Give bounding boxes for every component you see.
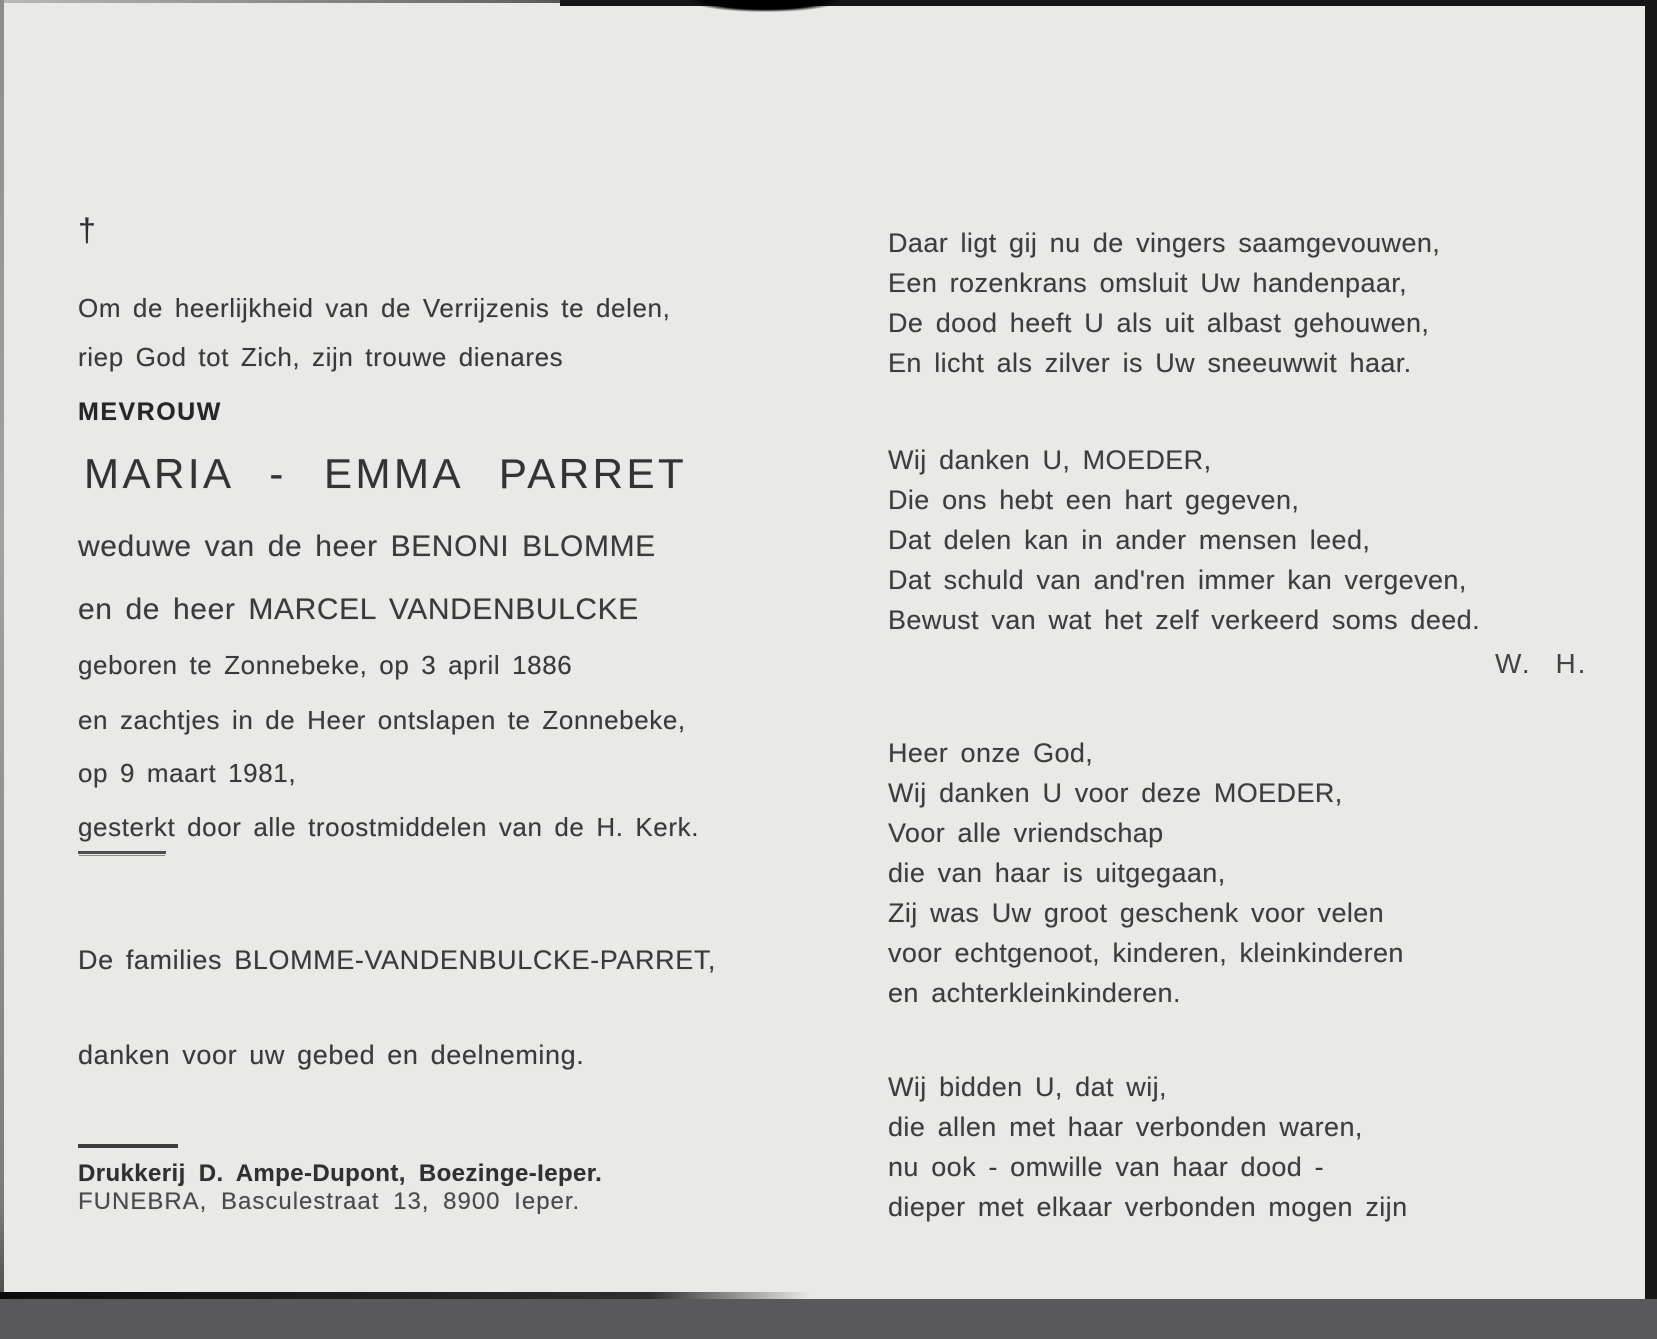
sacraments-line: gesterkt door alle troostmiddelen van de H. Kerk. [78, 812, 700, 842]
printer-line-2: FUNEBRA, Basculestraat 13, 8900 Ieper. [78, 1188, 581, 1215]
title-mevrouw: MEVROUW [78, 398, 222, 426]
poem-line: Daar ligt gij nu de vingers saamgevouwen, [888, 228, 1441, 258]
scan-right-edge [1645, 2, 1657, 1339]
poem-line: Voor alle vriendschap [888, 818, 1164, 848]
scan-left-edge [0, 0, 4, 1339]
card-bottom-shadow [0, 1292, 810, 1299]
poem-line: nu ook - omwille van haar dood - [888, 1152, 1325, 1182]
poem-line: voor echtgenoot, kinderen, kleinkinderen [888, 938, 1404, 968]
poem-line: Bewust van wat het zelf verkeerd soms deed. [888, 605, 1480, 635]
poem-line: die van haar is uitgegaan, [888, 858, 1226, 888]
poem-line: Wij danken U voor deze MOEDER, [888, 778, 1343, 808]
deceased-name: MARIA - EMMA PARRET [84, 450, 688, 497]
poem-line: Wij danken U, MOEDER, [888, 445, 1212, 475]
families-line: De families BLOMME-VANDENBULCKE-PARRET, [78, 945, 717, 975]
scan-top-edge-bulge [690, 0, 840, 12]
printer-line-1: Drukkerij D. Ampe-Dupont, Boezinge-Ieper. [78, 1160, 603, 1187]
born-line: geboren te Zonnebeke, op 3 april 1886 [78, 650, 573, 680]
scan-bottom-band [0, 1299, 1657, 1339]
divider-rule-printer [78, 1144, 178, 1148]
widow-line-1: weduwe van de heer BENONI BLOMME [78, 530, 656, 563]
poem-line: en achterkleinkinderen. [888, 978, 1181, 1008]
poem-line: En licht als zilver is Uw sneeuwwit haar. [888, 348, 1412, 378]
poem-line: De dood heeft U als uit albast gehouwen, [888, 308, 1430, 338]
prayer-block-2 [888, 1067, 1407, 1227]
widow-line-2: en de heer MARCEL VANDENBULCKE [78, 593, 639, 626]
poem-line: Een rozenkrans omsluit Uw handenpaar, [888, 268, 1408, 298]
divider-rule-short [78, 851, 166, 854]
poem-attribution: W. H. [1495, 648, 1588, 679]
poem-stanza-1 [888, 223, 1440, 383]
thanks-line: danken voor uw gebed en deelneming. [78, 1040, 585, 1070]
intro-line-2: riep God tot Zich, zijn trouwe dienares [78, 342, 564, 372]
poem-line: Die ons hebt een hart gegeven, [888, 485, 1300, 515]
poem-line: Dat delen kan in ander mensen leed, [888, 525, 1371, 555]
poem-stanza-2 [888, 440, 1480, 640]
poem-line: Zij was Uw groot geschenk voor velen [888, 898, 1385, 928]
poem-line: die allen met haar verbonden waren, [888, 1112, 1363, 1142]
intro-line-1: Om de heerlijkheid van de Verrijzenis te delen, [78, 293, 671, 323]
poem-line: Wij bidden U, dat wij, [888, 1072, 1167, 1102]
died-line-1: en zachtjes in de Heer ontslapen te Zonnebeke, [78, 705, 686, 735]
poem-line: Heer onze God, [888, 738, 1094, 768]
cross-symbol: † [78, 212, 97, 248]
prayer-block-1 [888, 733, 1404, 1013]
died-line-2: op 9 maart 1981, [78, 758, 297, 788]
poem-line: dieper met elkaar verbonden mogen zijn [888, 1192, 1408, 1222]
poem-line: Dat schuld van and'ren immer kan vergeven, [888, 565, 1467, 595]
